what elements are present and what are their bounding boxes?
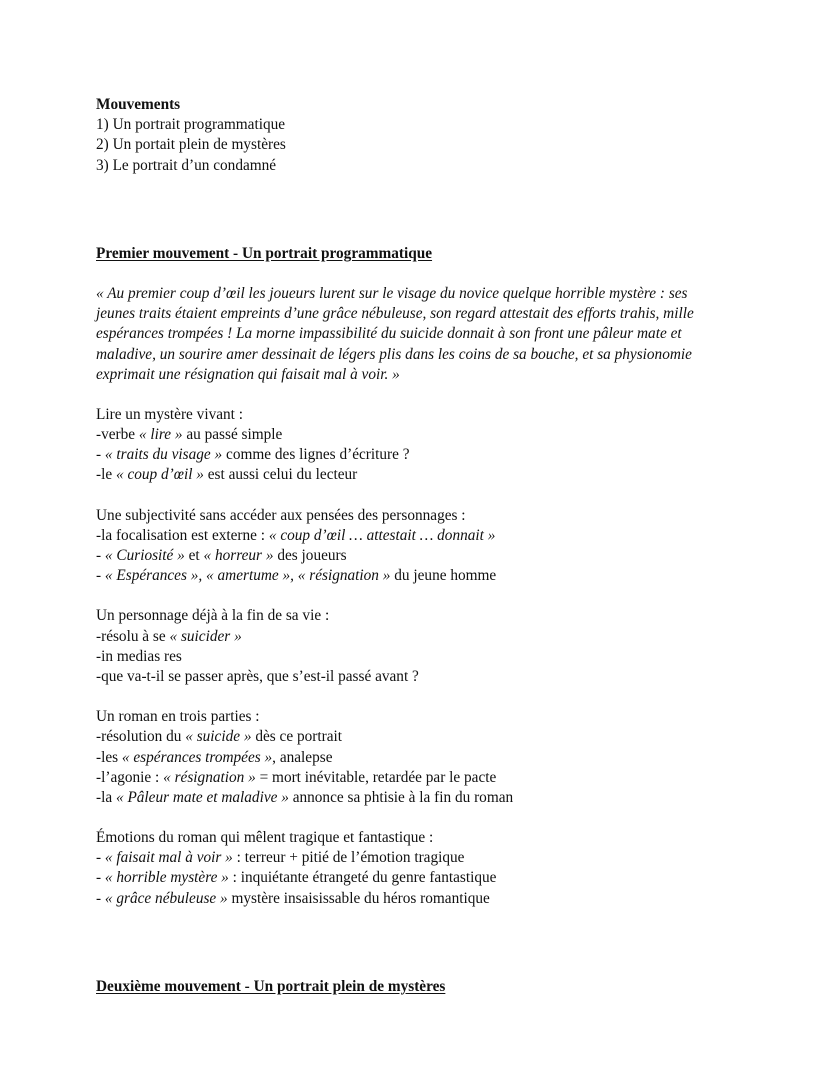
- bullet-line: [96, 788, 756, 808]
- quoted-term: « espérances trompées »: [121, 748, 273, 766]
- quote-line: « Au premier coup d’œil les joueurs lurent sur le visage du novice quelque horrible mystère : ses: [96, 284, 688, 302]
- bullet-line: [96, 526, 756, 546]
- text-run: -: [96, 849, 105, 867]
- quoted-term: « grâce nébuleuse »: [104, 889, 228, 907]
- text-run: -: [96, 567, 105, 585]
- bullet-line: [96, 445, 756, 465]
- movements-title: Mouvements: [96, 96, 181, 113]
- block-title: Une subjectivité sans accéder aux pensées des personnages :: [96, 506, 466, 524]
- text-run: dès ce portrait: [251, 728, 342, 746]
- text-run: -la focalisation est externe :: [96, 526, 269, 544]
- bullet-line: [96, 425, 756, 445]
- quoted-term: « faisait mal à voir »: [104, 849, 233, 867]
- text-run: et: [184, 547, 204, 565]
- text-run: : inquiétante étrangeté du genre fantastique: [228, 869, 497, 887]
- citation-quote: [96, 284, 746, 385]
- quoted-term: « horrible mystère »: [104, 869, 229, 887]
- text-run: , analepse: [272, 748, 333, 766]
- bullet-line: [96, 546, 756, 566]
- spacer: [96, 687, 756, 707]
- bullet-line: [96, 647, 756, 667]
- spacer: [96, 957, 756, 977]
- quoted-term: « Pâleur mate et maladive »: [115, 788, 289, 806]
- analysis-block: [96, 506, 756, 587]
- analysis-block: [96, 828, 756, 909]
- text-run: -la: [96, 788, 116, 806]
- block-title: Lire un mystère vivant :: [96, 405, 243, 423]
- spacer: [96, 385, 756, 405]
- quote-line: espérances trompées ! La morne impassibilité du suicide donnait à son front une pâleur mate et: [96, 325, 682, 343]
- text-run: est aussi celui du lecteur: [203, 466, 358, 484]
- text-run: mystère insaisissable du héros romantique: [227, 889, 490, 907]
- text-run: -le: [96, 466, 116, 484]
- text-run: : terreur + pitié de l’émotion tragique: [232, 849, 465, 867]
- quoted-term: « traits du visage »: [104, 446, 223, 464]
- quoted-term: « lire »: [138, 426, 183, 444]
- analysis-block: [96, 405, 756, 486]
- spacer: [96, 224, 756, 244]
- spacer: [96, 264, 756, 284]
- text-run: du jeune homme: [390, 567, 497, 585]
- document-page: [96, 95, 756, 997]
- movements-list: [96, 95, 756, 176]
- movement-item-1: 1) Un portrait programmatique: [96, 116, 286, 134]
- text-run: -: [96, 547, 105, 565]
- movement-item-2: 2) Un portait plein de mystères: [96, 136, 286, 154]
- analysis-block: [96, 707, 756, 808]
- quoted-term: « suicide »: [185, 728, 252, 746]
- text-run: -verbe: [96, 426, 139, 444]
- text-run: -les: [96, 748, 122, 766]
- bullet-line: [96, 748, 756, 768]
- bullet-line: [96, 627, 756, 647]
- quote-line: maladive, un sourire amer dessinait de légers plis dans les coins de sa bouche, et sa physionomie: [96, 345, 692, 363]
- analysis-blocks: [96, 385, 756, 909]
- section1-heading: Premier mouvement - Un portrait programmatique: [96, 244, 433, 262]
- quoted-term: « coup d’œil »: [115, 466, 204, 484]
- text-run: -que va-t-il se passer après, que s’est-il passé avant ?: [96, 667, 419, 685]
- text-run: annonce sa phtisie à la fin du roman: [288, 788, 514, 806]
- text-run: -résolution du: [96, 728, 186, 746]
- block-title: Un personnage déjà à la fin de sa vie :: [96, 607, 330, 625]
- quoted-term: « résignation »: [163, 768, 256, 786]
- bullet-line: [96, 727, 756, 747]
- text-run: = mort inévitable, retardée par le pacte: [255, 768, 497, 786]
- text-run: -résolu à se: [96, 627, 170, 645]
- bullet-line: [96, 768, 756, 788]
- spacer: [96, 486, 756, 506]
- spacer: [96, 909, 756, 957]
- quote-line: jeunes traits étaient empreints d’une grâce nébuleuse, son regard attestait des efforts trahis, mille: [96, 305, 694, 323]
- quoted-term: « Espérances », « amertume », « résignation »: [104, 567, 391, 585]
- movement-item-3: 3) Le portrait d’un condamné: [96, 156, 277, 174]
- text-run: -: [96, 446, 105, 464]
- spacer: [96, 176, 756, 224]
- block-title: Un roman en trois parties :: [96, 708, 260, 726]
- bullet-line: [96, 868, 756, 888]
- bullet-line: [96, 465, 756, 485]
- bullet-line: [96, 889, 756, 909]
- analysis-block: [96, 606, 756, 687]
- text-run: -in medias res: [96, 647, 182, 665]
- section2-heading: Deuxième mouvement - Un portrait plein de mystères: [96, 977, 446, 995]
- quoted-term: « horreur »: [203, 547, 274, 565]
- bullet-line: [96, 566, 756, 586]
- spacer: [96, 586, 756, 606]
- block-title: Émotions du roman qui mêlent tragique et fantastique :: [96, 829, 434, 847]
- text-run: comme des lignes d’écriture ?: [222, 446, 410, 464]
- text-run: au passé simple: [182, 426, 283, 444]
- text-run: -l’agonie :: [96, 768, 164, 786]
- bullet-line: [96, 667, 756, 687]
- text-run: des joueurs: [273, 547, 347, 565]
- text-run: -: [96, 869, 105, 887]
- text-run: -: [96, 889, 105, 907]
- spacer: [96, 808, 756, 828]
- quote-line: exprimait une résignation qui faisait mal à voir. »: [96, 365, 400, 383]
- bullet-line: [96, 848, 756, 868]
- quoted-term: « coup d’œil … attestait … donnait »: [268, 526, 496, 544]
- quoted-term: « Curiosité »: [104, 547, 185, 565]
- quoted-term: « suicider »: [169, 627, 242, 645]
